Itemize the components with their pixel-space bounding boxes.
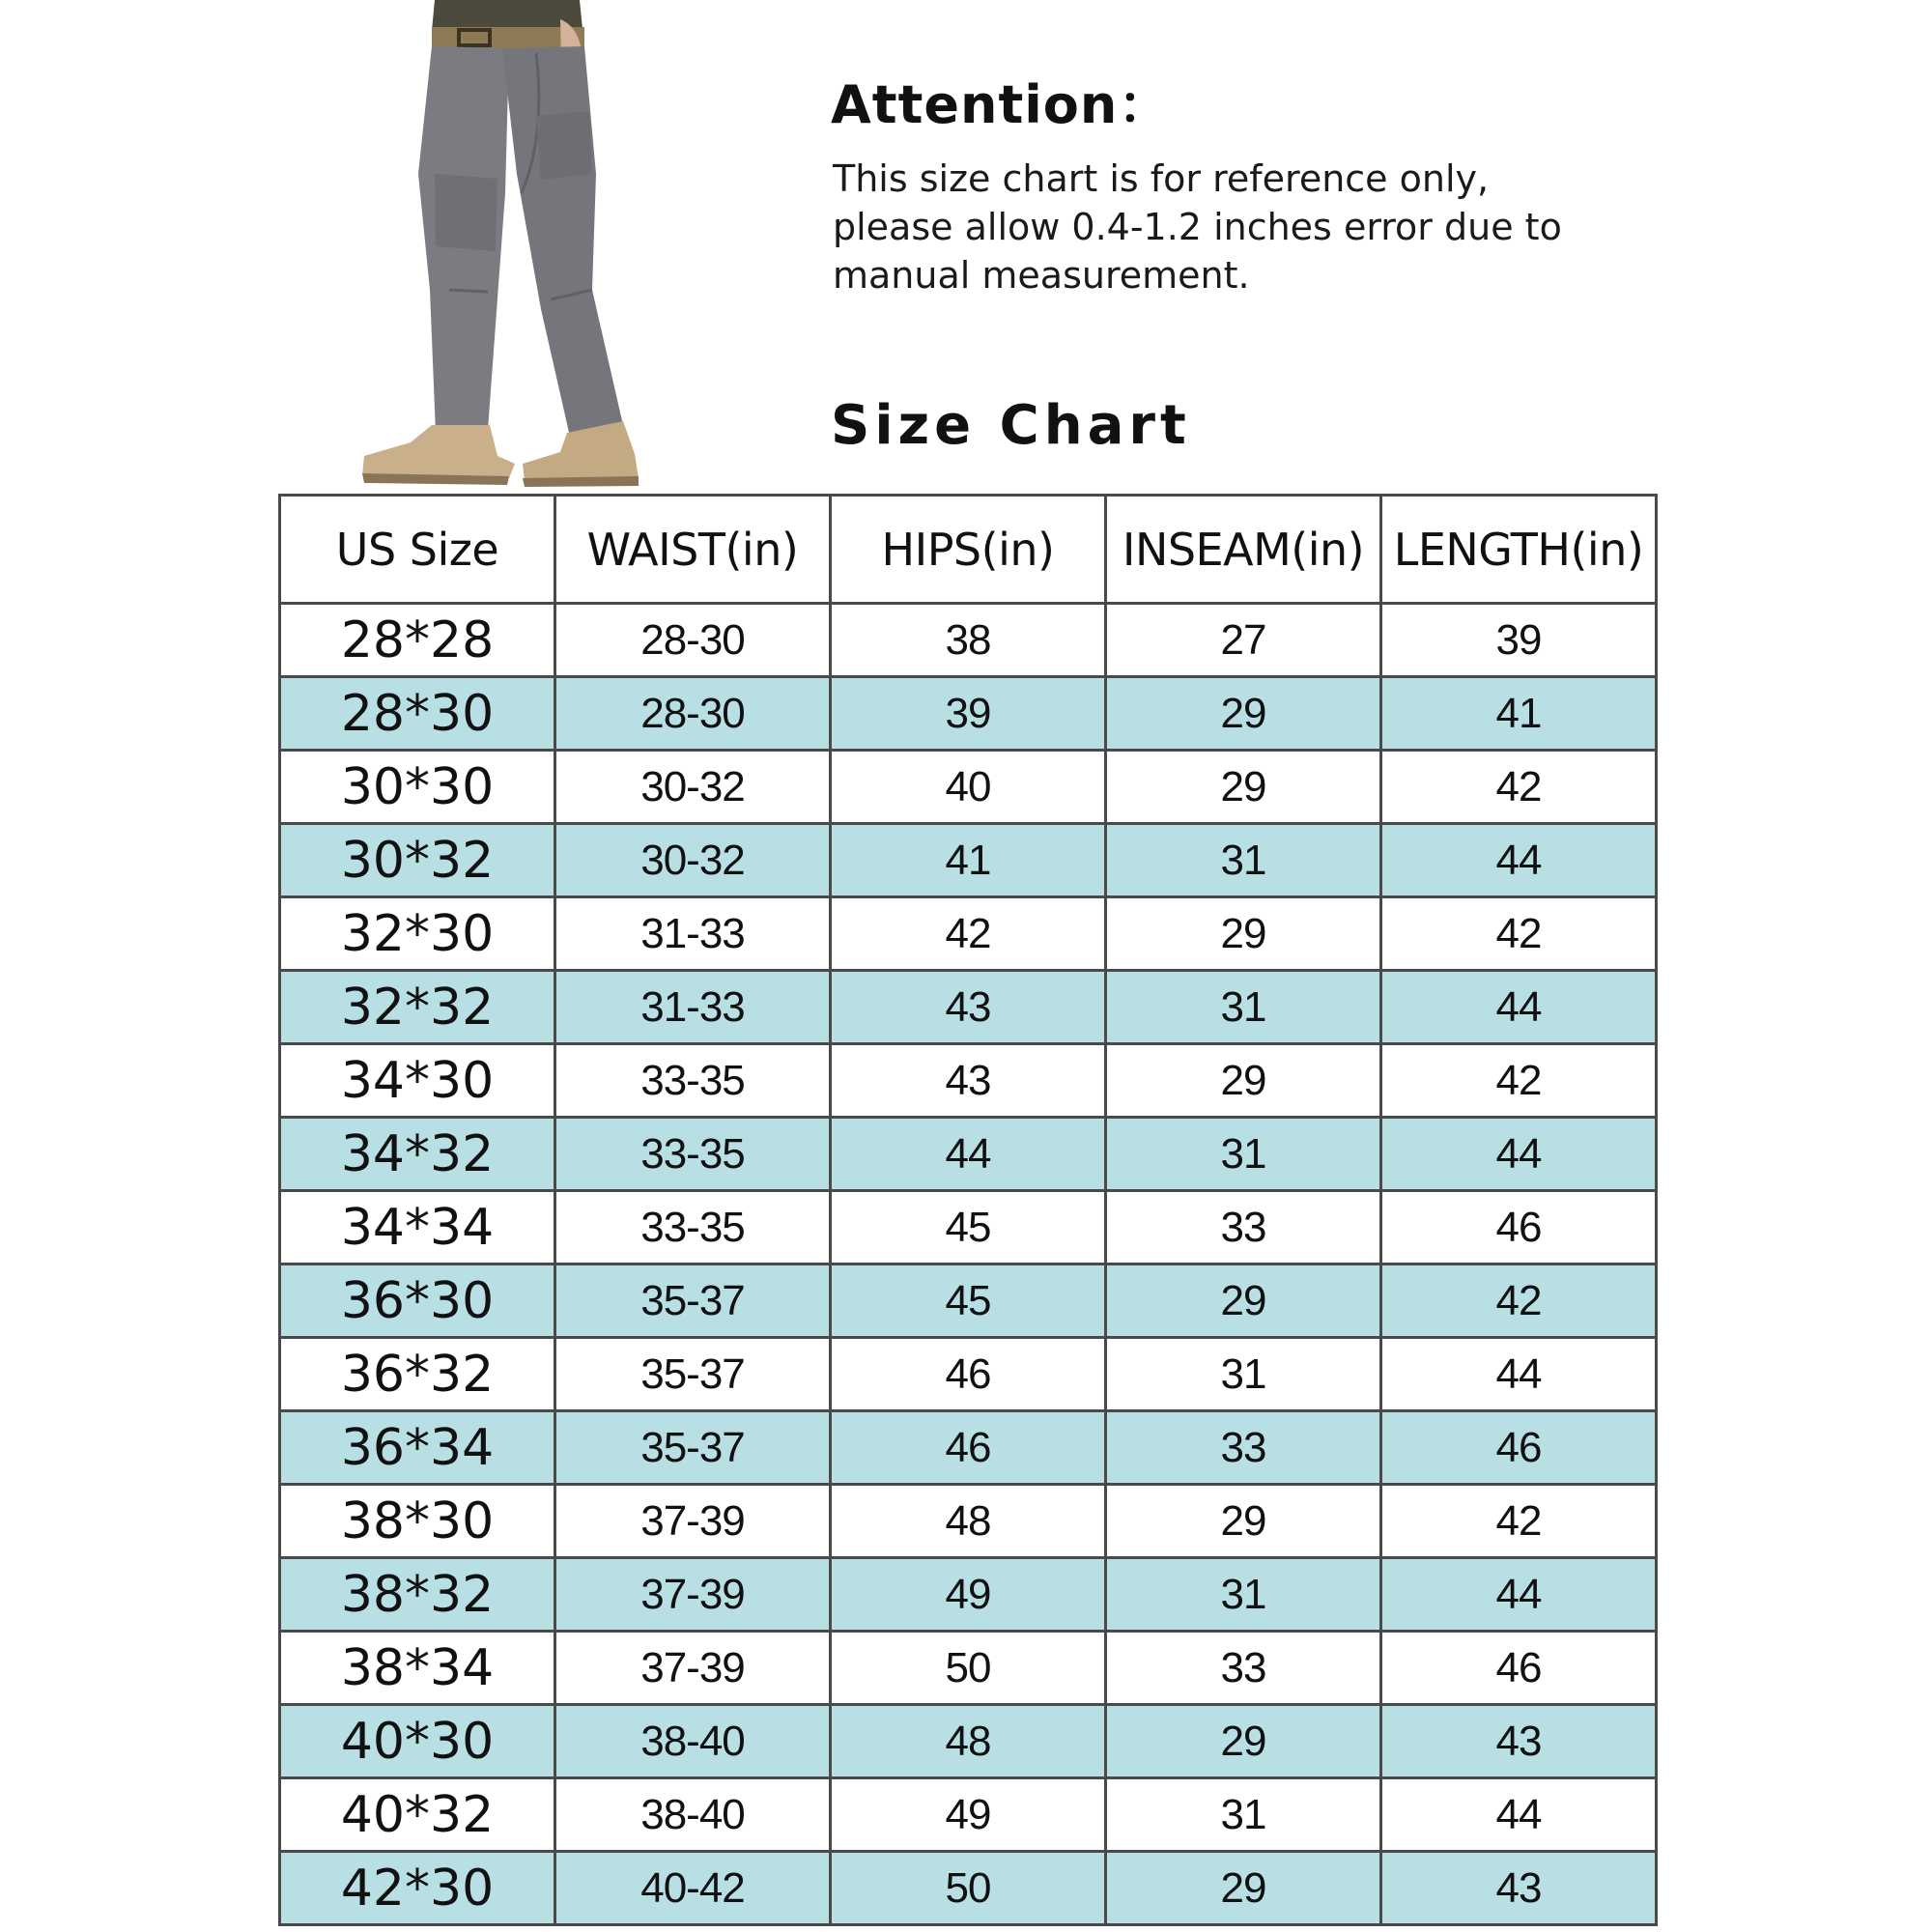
cell-us-size: 32*30 [280, 897, 555, 971]
cell-us-size: 36*34 [280, 1411, 555, 1485]
cell-waist: 28-30 [555, 604, 831, 677]
cell-inseam: 31 [1106, 824, 1381, 897]
table-body [280, 604, 1657, 1925]
cell-hips: 43 [831, 971, 1106, 1044]
cell-inseam: 29 [1106, 1485, 1381, 1558]
cell-waist: 33-35 [555, 1191, 831, 1264]
cell-length: 44 [1381, 1118, 1657, 1191]
cell-us-size: 30*32 [280, 824, 555, 897]
cell-hips: 48 [831, 1485, 1106, 1558]
table-row [280, 1778, 1657, 1852]
table-row [280, 1485, 1657, 1558]
cell-inseam: 29 [1106, 751, 1381, 824]
cell-us-size: 28*28 [280, 604, 555, 677]
product-image-pants [343, 0, 652, 488]
cell-inseam: 33 [1106, 1191, 1381, 1264]
cell-hips: 48 [831, 1705, 1106, 1778]
cell-inseam: 29 [1106, 1044, 1381, 1118]
cell-length: 44 [1381, 1778, 1657, 1852]
cell-length: 46 [1381, 1411, 1657, 1485]
size-chart-table [278, 494, 1658, 1926]
cell-waist: 37-39 [555, 1485, 831, 1558]
cell-waist: 31-33 [555, 971, 831, 1044]
cell-waist: 40-42 [555, 1852, 831, 1925]
cell-hips: 44 [831, 1118, 1106, 1191]
cell-inseam: 31 [1106, 971, 1381, 1044]
cell-length: 44 [1381, 971, 1657, 1044]
cell-inseam: 27 [1106, 604, 1381, 677]
table-header-row [280, 496, 1657, 604]
cell-waist: 30-32 [555, 824, 831, 897]
table-row [280, 1632, 1657, 1705]
cell-length: 43 [1381, 1852, 1657, 1925]
cell-length: 44 [1381, 1338, 1657, 1411]
table-row [280, 604, 1657, 677]
cell-waist: 37-39 [555, 1632, 831, 1705]
cell-hips: 45 [831, 1191, 1106, 1264]
cell-us-size: 34*32 [280, 1118, 555, 1191]
cell-hips: 41 [831, 824, 1106, 897]
cell-waist: 35-37 [555, 1338, 831, 1411]
cell-us-size: 36*30 [280, 1264, 555, 1338]
cell-length: 42 [1381, 1264, 1657, 1338]
cell-length: 41 [1381, 677, 1657, 751]
table-row [280, 1191, 1657, 1264]
table-row [280, 1558, 1657, 1632]
cell-length: 42 [1381, 1044, 1657, 1118]
cell-hips: 50 [831, 1632, 1106, 1705]
cell-hips: 38 [831, 604, 1106, 677]
table-row [280, 1852, 1657, 1925]
cell-inseam: 31 [1106, 1778, 1381, 1852]
header-us-size: US Size [280, 496, 555, 604]
cell-inseam: 31 [1106, 1558, 1381, 1632]
cell-inseam: 31 [1106, 1338, 1381, 1411]
cell-hips: 50 [831, 1852, 1106, 1925]
cell-inseam: 33 [1106, 1632, 1381, 1705]
cell-length: 46 [1381, 1632, 1657, 1705]
cell-waist: 31-33 [555, 897, 831, 971]
attention-title: Attention： [831, 74, 1172, 135]
cell-length: 42 [1381, 1485, 1657, 1558]
cell-length: 43 [1381, 1705, 1657, 1778]
cell-hips: 42 [831, 897, 1106, 971]
cell-us-size: 34*34 [280, 1191, 555, 1264]
cell-inseam: 29 [1106, 897, 1381, 971]
table-row [280, 1705, 1657, 1778]
cell-us-size: 40*32 [280, 1778, 555, 1852]
table-row [280, 751, 1657, 824]
cell-inseam: 29 [1106, 1705, 1381, 1778]
header-inseam: INSEAM(in) [1106, 496, 1381, 604]
cell-hips: 40 [831, 751, 1106, 824]
cell-inseam: 29 [1106, 1264, 1381, 1338]
attention-line: please allow 0.4-1.2 inches error due to [833, 206, 1562, 248]
cell-hips: 49 [831, 1558, 1106, 1632]
cell-waist: 38-40 [555, 1778, 831, 1852]
cell-us-size: 40*30 [280, 1705, 555, 1778]
table-row [280, 1338, 1657, 1411]
cell-waist: 38-40 [555, 1705, 831, 1778]
table-row [280, 824, 1657, 897]
cell-hips: 39 [831, 677, 1106, 751]
table-row [280, 1264, 1657, 1338]
cell-waist: 33-35 [555, 1044, 831, 1118]
cell-us-size: 28*30 [280, 677, 555, 751]
cell-hips: 46 [831, 1338, 1106, 1411]
cell-hips: 46 [831, 1411, 1106, 1485]
table-row [280, 1118, 1657, 1191]
cell-us-size: 36*32 [280, 1338, 555, 1411]
cell-inseam: 29 [1106, 1852, 1381, 1925]
cell-us-size: 38*30 [280, 1485, 555, 1558]
cell-length: 42 [1381, 897, 1657, 971]
cell-hips: 45 [831, 1264, 1106, 1338]
attention-line: manual measurement. [833, 254, 1250, 297]
cell-us-size: 30*30 [280, 751, 555, 824]
table-row [280, 1044, 1657, 1118]
cell-hips: 49 [831, 1778, 1106, 1852]
cell-length: 44 [1381, 1558, 1657, 1632]
cell-waist: 37-39 [555, 1558, 831, 1632]
table-row [280, 971, 1657, 1044]
table-row [280, 1411, 1657, 1485]
header-length: LENGTH(in) [1381, 496, 1657, 604]
cell-inseam: 31 [1106, 1118, 1381, 1191]
cell-length: 42 [1381, 751, 1657, 824]
cell-length: 44 [1381, 824, 1657, 897]
cell-us-size: 38*34 [280, 1632, 555, 1705]
table-row [280, 677, 1657, 751]
cell-waist: 33-35 [555, 1118, 831, 1191]
cell-hips: 43 [831, 1044, 1106, 1118]
cell-waist: 30-32 [555, 751, 831, 824]
cell-waist: 35-37 [555, 1264, 831, 1338]
cell-inseam: 33 [1106, 1411, 1381, 1485]
header-hips: HIPS(in) [831, 496, 1106, 604]
cell-us-size: 32*32 [280, 971, 555, 1044]
attention-note [833, 155, 1567, 299]
cell-length: 46 [1381, 1191, 1657, 1264]
attention-line: This size chart is for reference only, [833, 157, 1490, 200]
size-chart-title: Size Chart [831, 394, 1191, 457]
cell-us-size: 42*30 [280, 1852, 555, 1925]
header-waist: WAIST(in) [555, 496, 831, 604]
cell-us-size: 34*30 [280, 1044, 555, 1118]
cell-inseam: 29 [1106, 677, 1381, 751]
cell-us-size: 38*32 [280, 1558, 555, 1632]
table-row [280, 897, 1657, 971]
cell-waist: 28-30 [555, 677, 831, 751]
cell-length: 39 [1381, 604, 1657, 677]
cell-waist: 35-37 [555, 1411, 831, 1485]
